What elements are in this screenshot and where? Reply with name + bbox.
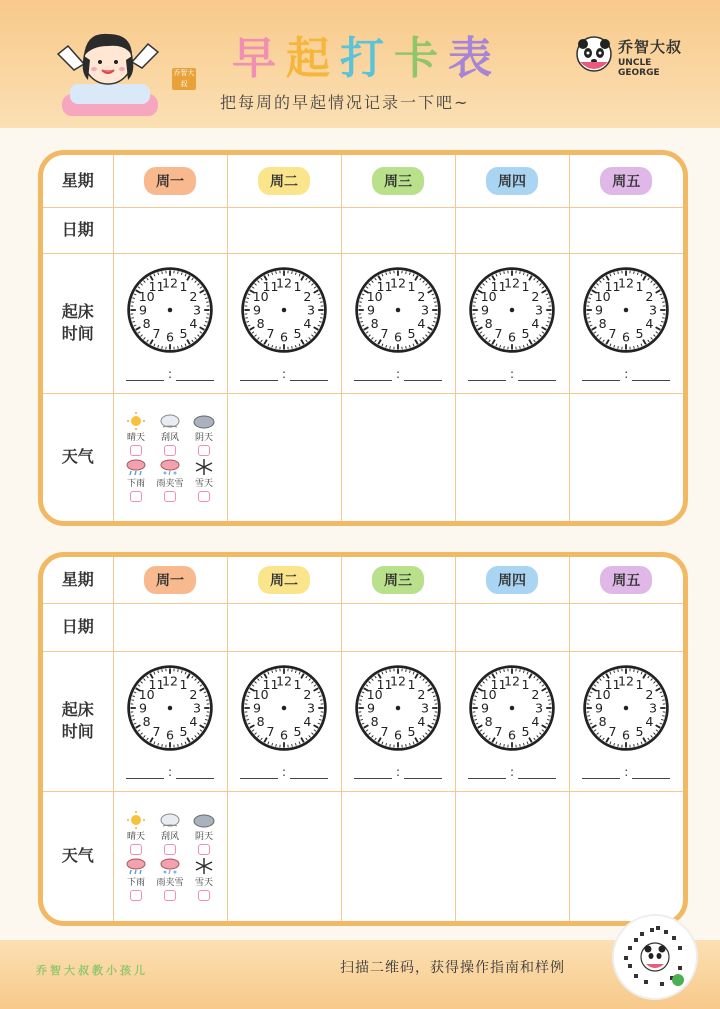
weather-option-label: 晴天 <box>126 433 145 444</box>
clock-number: 10 <box>138 289 155 304</box>
clock-number: 7 <box>380 723 389 739</box>
weather-checkbox[interactable] <box>164 491 176 502</box>
clock-number: 3 <box>534 302 544 318</box>
clock-number: 2 <box>303 289 312 304</box>
clock-number: 12 <box>503 275 521 291</box>
footer-hint: 扫描二维码，获得操作指南和样例 <box>340 960 565 976</box>
clock-number: 1 <box>293 677 302 693</box>
clock-number: 7 <box>608 325 617 341</box>
rain-icon <box>125 857 147 875</box>
weather-cell[interactable] <box>455 393 569 521</box>
weather-option <box>122 857 150 901</box>
rain-icon <box>125 458 147 476</box>
time-blank[interactable]: : <box>456 367 569 381</box>
panda-icon <box>576 36 612 72</box>
clock-number: 4 <box>417 316 426 331</box>
clock-number: 2 <box>417 687 426 702</box>
clock-number: 1 <box>635 279 644 295</box>
clock-number: 9 <box>252 700 262 716</box>
time-blank[interactable]: : <box>570 765 684 779</box>
clock-number: 11 <box>262 677 279 693</box>
clock-number: 6 <box>507 727 517 743</box>
date-cell[interactable] <box>569 207 683 253</box>
day-tuesday: 周二 <box>258 566 310 594</box>
clock-icon <box>581 265 671 355</box>
clock-number: 3 <box>420 302 430 318</box>
snow-icon <box>193 458 215 476</box>
sunny-icon <box>125 811 147 829</box>
clock-number: 2 <box>189 289 198 304</box>
snow-icon <box>193 857 215 875</box>
clock-number: 8 <box>256 316 265 331</box>
row-label-date: 日期 <box>43 603 113 651</box>
day-monday: 周一 <box>144 167 196 195</box>
clock-number: 8 <box>256 714 265 729</box>
date-cell[interactable] <box>455 207 569 253</box>
clock-number: 10 <box>366 687 383 702</box>
weather-option-label: 刮风 <box>160 832 179 843</box>
clock-number: 12 <box>275 673 293 689</box>
weather-checkbox[interactable] <box>164 890 176 901</box>
time-blank[interactable]: : <box>114 765 227 779</box>
date-cell[interactable] <box>341 207 455 253</box>
clock-number: 2 <box>531 289 540 304</box>
clock-number: 2 <box>531 687 540 702</box>
clock-face <box>342 265 455 359</box>
date-cell[interactable] <box>113 603 227 651</box>
clock-number: 2 <box>417 289 426 304</box>
weather-cell[interactable] <box>569 791 683 921</box>
clock-number: 5 <box>635 723 644 739</box>
clock-number: 4 <box>303 316 312 331</box>
clock-number: 6 <box>393 329 403 345</box>
weather-option <box>190 458 218 502</box>
day-tuesday: 周二 <box>258 167 310 195</box>
clock-face <box>228 663 341 757</box>
clock-number: 11 <box>490 279 507 295</box>
date-cell[interactable] <box>227 207 341 253</box>
day-friday: 周五 <box>600 566 652 594</box>
day-wednesday: 周三 <box>372 167 424 195</box>
clock-number: 7 <box>380 325 389 341</box>
weather-cell[interactable] <box>455 791 569 921</box>
time-blank[interactable]: : <box>456 765 569 779</box>
logo-text-en: UNCLE GEORGE <box>618 58 660 78</box>
date-cell[interactable] <box>569 603 683 651</box>
weather-option <box>156 811 184 855</box>
clock-number: 7 <box>266 723 275 739</box>
clock-number: 1 <box>407 677 416 693</box>
clock-number: 6 <box>622 329 631 345</box>
clock-number: 8 <box>370 316 379 331</box>
clock-number: 12 <box>161 275 179 291</box>
time-blank[interactable]: : <box>228 765 341 779</box>
weather-option <box>190 412 218 456</box>
windy-icon <box>159 412 181 430</box>
clock-number: 10 <box>366 289 383 304</box>
date-cell[interactable] <box>227 603 341 651</box>
day-friday: 周五 <box>600 167 652 195</box>
clock-number: 1 <box>635 677 644 693</box>
clock-number: 7 <box>152 723 161 739</box>
weather-option <box>190 811 218 855</box>
clock-number: 10 <box>252 687 269 702</box>
clock-number: 4 <box>645 316 654 331</box>
weather-checkbox[interactable] <box>130 445 142 456</box>
weather-cell[interactable] <box>227 393 341 521</box>
time-blank[interactable]: : <box>114 367 227 381</box>
clock-number: 7 <box>608 723 617 739</box>
clock-number: 11 <box>376 279 393 295</box>
cloudy-icon <box>193 412 215 430</box>
clock-number: 3 <box>649 302 658 318</box>
windy-icon <box>159 811 181 829</box>
weather-option <box>156 458 184 502</box>
clock-icon <box>467 663 557 753</box>
weather-option <box>190 857 218 901</box>
clock-number: 12 <box>161 673 179 689</box>
clock-number: 12 <box>389 275 407 291</box>
clock-number: 2 <box>303 687 312 702</box>
clock-number: 9 <box>480 700 490 716</box>
clock-number: 9 <box>366 302 376 318</box>
weather-option-label: 下雨 <box>126 878 145 889</box>
clock-number: 4 <box>531 316 540 331</box>
clock-number: 8 <box>142 316 151 331</box>
weather-cell[interactable] <box>227 791 341 921</box>
clock-number: 11 <box>490 677 507 693</box>
clock-number: 12 <box>275 275 293 291</box>
weather-checkbox[interactable] <box>198 491 210 502</box>
clock-icon <box>125 663 215 753</box>
clock-number: 12 <box>389 673 407 689</box>
clock-number: 8 <box>484 714 493 729</box>
weather-option <box>156 857 184 901</box>
checkin-table-week-1 <box>38 150 688 526</box>
clock-number: 5 <box>407 325 416 341</box>
clock-number: 11 <box>376 677 393 693</box>
clock-icon <box>353 265 443 355</box>
girl-illustration <box>48 24 168 120</box>
weather-options <box>114 811 227 901</box>
clock-number: 5 <box>635 325 644 341</box>
clock-number: 8 <box>484 316 493 331</box>
clock-number: 2 <box>645 289 654 304</box>
cloudy-icon <box>193 811 215 829</box>
clock-face <box>570 663 684 757</box>
row-label-wake-time: 起床 时间 <box>43 651 113 791</box>
clock-number: 10 <box>480 687 497 702</box>
clock-number: 1 <box>293 279 302 295</box>
clock-number: 6 <box>165 329 175 345</box>
clock-number: 4 <box>645 714 654 729</box>
sleet-icon <box>159 857 181 875</box>
row-label-week: 星期 <box>43 557 113 603</box>
day-wednesday: 周三 <box>372 566 424 594</box>
clock-number: 3 <box>192 302 202 318</box>
weather-cell[interactable] <box>341 393 455 521</box>
day-thursday: 周四 <box>486 167 538 195</box>
footer-brand: 乔智大叔教小孩儿 <box>36 964 148 977</box>
clock-number: 7 <box>494 325 503 341</box>
qr-code[interactable] <box>612 914 698 1000</box>
brand-logo <box>576 36 696 76</box>
clock-number: 5 <box>407 723 416 739</box>
clock-number: 7 <box>494 723 503 739</box>
weather-option-label: 雨夹雪 <box>156 479 184 490</box>
weather-checkbox[interactable] <box>198 445 210 456</box>
date-cell[interactable] <box>341 603 455 651</box>
clock-number: 8 <box>598 316 607 331</box>
clock-icon <box>581 663 671 753</box>
weather-option-label: 阴天 <box>194 433 213 444</box>
day-monday: 周一 <box>144 566 196 594</box>
clock-number: 4 <box>417 714 426 729</box>
clock-number: 1 <box>521 279 530 295</box>
clock-icon <box>239 663 329 753</box>
weather-option-label: 刮风 <box>160 433 179 444</box>
clock-number: 3 <box>306 700 316 716</box>
clock-number: 9 <box>138 302 148 318</box>
clock-number: 4 <box>531 714 540 729</box>
weather-option-label: 下雨 <box>126 479 145 490</box>
weather-option <box>156 412 184 456</box>
clock-number: 7 <box>152 325 161 341</box>
weather-option-label: 雪天 <box>194 878 213 889</box>
clock-icon <box>125 265 215 355</box>
clock-number: 10 <box>138 687 155 702</box>
date-cell[interactable] <box>113 207 227 253</box>
clock-number: 5 <box>293 325 302 341</box>
clock-number: 12 <box>618 673 635 689</box>
page-subtitle: 把每周的早起情况记录一下吧~ <box>220 93 470 112</box>
clock-number: 12 <box>618 275 635 291</box>
row-label-wake-time: 起床 时间 <box>43 253 113 393</box>
clock-number: 1 <box>521 677 530 693</box>
time-blank[interactable]: : <box>228 367 341 381</box>
weather-option-label: 雪天 <box>194 479 213 490</box>
clock-number: 9 <box>138 700 148 716</box>
clock-face <box>456 663 569 757</box>
time-blank[interactable]: : <box>342 765 455 779</box>
logo-text-cn: 乔智大叔 <box>618 38 683 56</box>
weather-option <box>122 458 150 502</box>
clock-number: 10 <box>480 289 497 304</box>
clock-number: 12 <box>503 673 521 689</box>
row-label-date: 日期 <box>43 207 113 253</box>
qr-code-icon <box>614 916 696 998</box>
sleet-icon <box>159 458 181 476</box>
clock-number: 4 <box>303 714 312 729</box>
clock-number: 5 <box>293 723 302 739</box>
weather-option-label: 晴天 <box>126 832 145 843</box>
clock-number: 6 <box>507 329 517 345</box>
clock-number: 11 <box>604 677 621 693</box>
clock-number: 10 <box>252 289 269 304</box>
clock-number: 11 <box>148 677 165 693</box>
date-cell[interactable] <box>455 603 569 651</box>
clock-number: 9 <box>595 700 604 716</box>
clock-face <box>570 265 684 359</box>
clock-face <box>456 265 569 359</box>
clock-icon <box>353 663 443 753</box>
clock-number: 5 <box>521 723 530 739</box>
clock-icon <box>239 265 329 355</box>
clock-number: 2 <box>645 687 654 702</box>
clock-number: 1 <box>179 279 188 295</box>
clock-number: 1 <box>407 279 416 295</box>
checkin-table-week-2 <box>38 552 688 926</box>
clock-number: 9 <box>252 302 262 318</box>
clock-number: 6 <box>279 727 289 743</box>
weather-checkbox[interactable] <box>164 445 176 456</box>
row-label-week: 星期 <box>43 155 113 207</box>
day-thursday: 周四 <box>486 566 538 594</box>
clock-number: 8 <box>142 714 151 729</box>
clock-number: 3 <box>534 700 544 716</box>
clock-number: 6 <box>279 329 289 345</box>
clock-number: 2 <box>189 687 198 702</box>
clock-number: 8 <box>598 714 607 729</box>
clock-number: 3 <box>649 700 658 716</box>
clock-number: 7 <box>266 325 275 341</box>
clock-icon <box>467 265 557 355</box>
time-blank[interactable]: : <box>570 367 684 381</box>
weather-checkbox[interactable] <box>164 844 176 855</box>
sunny-icon <box>125 412 147 430</box>
row-label-weather: 天气 <box>43 393 113 521</box>
clock-face <box>114 663 227 757</box>
clock-number: 6 <box>393 727 403 743</box>
clock-number: 1 <box>179 677 188 693</box>
weather-option <box>122 412 150 456</box>
weather-cell[interactable] <box>569 393 683 521</box>
row-label-weather: 天气 <box>43 791 113 921</box>
clock-face <box>114 265 227 359</box>
weather-cell[interactable] <box>341 791 455 921</box>
clock-number: 3 <box>306 302 316 318</box>
time-blank[interactable]: : <box>342 367 455 381</box>
clock-number: 8 <box>370 714 379 729</box>
weather-option-label: 阴天 <box>194 832 213 843</box>
clock-number: 3 <box>192 700 202 716</box>
clock-number: 6 <box>622 727 631 743</box>
clock-number: 10 <box>594 687 611 702</box>
clock-number: 3 <box>420 700 430 716</box>
clock-face <box>228 265 341 359</box>
clock-number: 10 <box>594 289 611 304</box>
clock-face <box>342 663 455 757</box>
stamp-logo: 乔智大叔 <box>173 69 195 88</box>
weather-checkbox[interactable] <box>130 491 142 502</box>
clock-number: 6 <box>165 727 175 743</box>
clock-number: 5 <box>179 723 188 739</box>
clock-number: 9 <box>595 302 604 318</box>
weather-option <box>122 811 150 855</box>
weather-checkbox[interactable] <box>130 844 142 855</box>
clock-number: 5 <box>521 325 530 341</box>
clock-number: 11 <box>148 279 165 295</box>
weather-checkbox[interactable] <box>198 844 210 855</box>
clock-number: 5 <box>179 325 188 341</box>
clock-number: 9 <box>480 302 490 318</box>
weather-options <box>114 412 227 502</box>
clock-number: 4 <box>189 714 198 729</box>
clock-number: 11 <box>604 279 621 295</box>
clock-number: 4 <box>189 316 198 331</box>
weather-checkbox[interactable] <box>198 890 210 901</box>
weather-checkbox[interactable] <box>130 890 142 901</box>
page-title: 早起打卡表 <box>232 33 502 84</box>
weather-option-label: 雨夹雪 <box>156 878 184 889</box>
clock-number: 9 <box>366 700 376 716</box>
clock-number: 11 <box>262 279 279 295</box>
